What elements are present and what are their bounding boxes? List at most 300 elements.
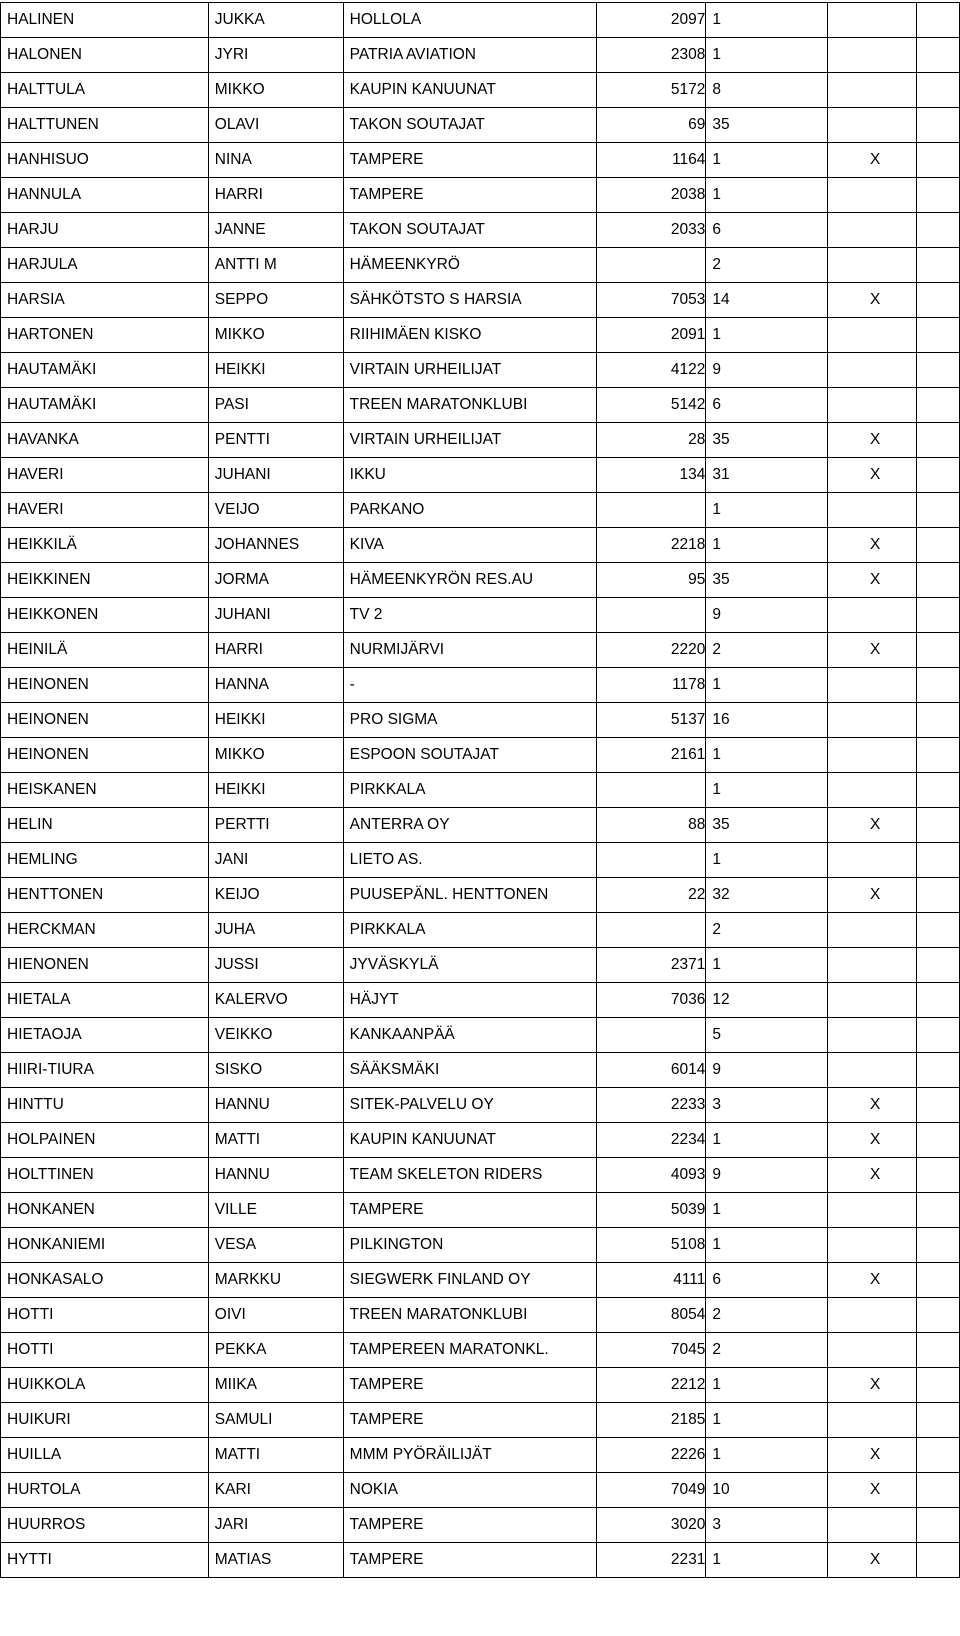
club-cell: PUUSEPÄNL. HENTTONEN bbox=[343, 878, 596, 913]
table-row bbox=[1, 318, 960, 353]
count-cell: 9 bbox=[706, 1158, 828, 1193]
mark-cell bbox=[828, 1228, 917, 1263]
mark-cell bbox=[828, 703, 917, 738]
last-name-cell: HANHISUO bbox=[1, 143, 209, 178]
club-cell: HÄMEENKYRÖN RES.AU bbox=[343, 563, 596, 598]
first-name-cell: HANNU bbox=[208, 1158, 343, 1193]
empty-cell bbox=[917, 1018, 960, 1053]
table-row bbox=[1, 213, 960, 248]
first-name-cell: JARI bbox=[208, 1508, 343, 1543]
club-cell: TAMPERE bbox=[343, 1193, 596, 1228]
empty-cell bbox=[917, 248, 960, 283]
first-name-cell: VEIKKO bbox=[208, 1018, 343, 1053]
table-row bbox=[1, 458, 960, 493]
first-name-cell: JUHANI bbox=[208, 458, 343, 493]
club-cell: NURMIJÄRVI bbox=[343, 633, 596, 668]
table-row bbox=[1, 1088, 960, 1123]
empty-cell bbox=[917, 38, 960, 73]
count-cell: 35 bbox=[706, 423, 828, 458]
empty-cell bbox=[917, 1543, 960, 1578]
table-row bbox=[1, 353, 960, 388]
last-name-cell: HEIKKINEN bbox=[1, 563, 209, 598]
last-name-cell: HEINONEN bbox=[1, 668, 209, 703]
first-name-cell: MARKKU bbox=[208, 1263, 343, 1298]
last-name-cell: HEINONEN bbox=[1, 703, 209, 738]
club-cell: TAMPERE bbox=[343, 1403, 596, 1438]
count-cell: 6 bbox=[706, 213, 828, 248]
number-cell: 8054 bbox=[596, 1298, 706, 1333]
last-name-cell: HUIKKOLA bbox=[1, 1368, 209, 1403]
club-cell: SIEGWERK FINLAND OY bbox=[343, 1263, 596, 1298]
last-name-cell: HALTTUNEN bbox=[1, 108, 209, 143]
mark-cell bbox=[828, 353, 917, 388]
table-row bbox=[1, 598, 960, 633]
number-cell: 4093 bbox=[596, 1158, 706, 1193]
number-cell: 95 bbox=[596, 563, 706, 598]
club-cell: ANTERRA OY bbox=[343, 808, 596, 843]
club-cell: TAMPERE bbox=[343, 143, 596, 178]
number-cell: 2185 bbox=[596, 1403, 706, 1438]
empty-cell bbox=[917, 773, 960, 808]
last-name-cell: HURTOLA bbox=[1, 1473, 209, 1508]
table-row bbox=[1, 843, 960, 878]
number-cell: 5039 bbox=[596, 1193, 706, 1228]
first-name-cell: PASI bbox=[208, 388, 343, 423]
number-cell: 4122 bbox=[596, 353, 706, 388]
empty-cell bbox=[917, 1333, 960, 1368]
table-row bbox=[1, 1333, 960, 1368]
empty-cell bbox=[917, 703, 960, 738]
empty-cell bbox=[917, 633, 960, 668]
last-name-cell: HEMLING bbox=[1, 843, 209, 878]
table-row bbox=[1, 1053, 960, 1088]
count-cell: 1 bbox=[706, 528, 828, 563]
club-cell: TAMPEREEN MARATONKL. bbox=[343, 1333, 596, 1368]
last-name-cell: HEINONEN bbox=[1, 738, 209, 773]
club-cell: LIETO AS. bbox=[343, 843, 596, 878]
count-cell: 12 bbox=[706, 983, 828, 1018]
number-cell: 4111 bbox=[596, 1263, 706, 1298]
club-cell: TAMPERE bbox=[343, 1368, 596, 1403]
count-cell: 6 bbox=[706, 1263, 828, 1298]
last-name-cell: HUURROS bbox=[1, 1508, 209, 1543]
mark-cell: X bbox=[828, 1088, 917, 1123]
empty-cell bbox=[917, 458, 960, 493]
mark-cell bbox=[828, 108, 917, 143]
number-cell: 69 bbox=[596, 108, 706, 143]
first-name-cell: VEIJO bbox=[208, 493, 343, 528]
count-cell: 3 bbox=[706, 1088, 828, 1123]
first-name-cell: VILLE bbox=[208, 1193, 343, 1228]
count-cell: 35 bbox=[706, 563, 828, 598]
count-cell: 9 bbox=[706, 1053, 828, 1088]
first-name-cell: PERTTI bbox=[208, 808, 343, 843]
mark-cell: X bbox=[828, 528, 917, 563]
table-row bbox=[1, 493, 960, 528]
mark-cell bbox=[828, 773, 917, 808]
empty-cell bbox=[917, 1403, 960, 1438]
club-cell: MMM PYÖRÄILIJÄT bbox=[343, 1438, 596, 1473]
empty-cell bbox=[917, 1263, 960, 1298]
mark-cell bbox=[828, 1053, 917, 1088]
mark-cell: X bbox=[828, 1158, 917, 1193]
count-cell: 1 bbox=[706, 143, 828, 178]
club-cell: KANKAANPÄÄ bbox=[343, 1018, 596, 1053]
first-name-cell: JORMA bbox=[208, 563, 343, 598]
last-name-cell: HENTTONEN bbox=[1, 878, 209, 913]
club-cell: KIVA bbox=[343, 528, 596, 563]
first-name-cell: MATTI bbox=[208, 1123, 343, 1158]
first-name-cell: OIVI bbox=[208, 1298, 343, 1333]
number-cell: 1164 bbox=[596, 143, 706, 178]
first-name-cell: JUSSI bbox=[208, 948, 343, 983]
number-cell: 1178 bbox=[596, 668, 706, 703]
empty-cell bbox=[917, 563, 960, 598]
first-name-cell: HARRI bbox=[208, 633, 343, 668]
count-cell: 3 bbox=[706, 1508, 828, 1543]
table-row bbox=[1, 738, 960, 773]
last-name-cell: HALINEN bbox=[1, 3, 209, 38]
club-cell: - bbox=[343, 668, 596, 703]
club-cell: IKKU bbox=[343, 458, 596, 493]
first-name-cell: SISKO bbox=[208, 1053, 343, 1088]
number-cell: 2233 bbox=[596, 1088, 706, 1123]
empty-cell bbox=[917, 353, 960, 388]
last-name-cell: HEISKANEN bbox=[1, 773, 209, 808]
number-cell: 2231 bbox=[596, 1543, 706, 1578]
last-name-cell: HOLTTINEN bbox=[1, 1158, 209, 1193]
mark-cell bbox=[828, 1333, 917, 1368]
number-cell bbox=[596, 1018, 706, 1053]
table-row bbox=[1, 178, 960, 213]
mark-cell bbox=[828, 73, 917, 108]
count-cell: 1 bbox=[706, 843, 828, 878]
table-row bbox=[1, 1228, 960, 1263]
empty-cell bbox=[917, 493, 960, 528]
number-cell: 88 bbox=[596, 808, 706, 843]
empty-cell bbox=[917, 1123, 960, 1158]
count-cell: 1 bbox=[706, 738, 828, 773]
table-row bbox=[1, 388, 960, 423]
last-name-cell: HONKANEN bbox=[1, 1193, 209, 1228]
first-name-cell: ANTTI M bbox=[208, 248, 343, 283]
table-row bbox=[1, 1298, 960, 1333]
table-row bbox=[1, 808, 960, 843]
count-cell: 1 bbox=[706, 1438, 828, 1473]
mark-cell: X bbox=[828, 563, 917, 598]
club-cell: SITEK-PALVELU OY bbox=[343, 1088, 596, 1123]
last-name-cell: HOTTI bbox=[1, 1333, 209, 1368]
table-row bbox=[1, 1403, 960, 1438]
first-name-cell: PENTTI bbox=[208, 423, 343, 458]
club-cell: PARKANO bbox=[343, 493, 596, 528]
first-name-cell: JOHANNES bbox=[208, 528, 343, 563]
empty-cell bbox=[917, 1298, 960, 1333]
number-cell: 28 bbox=[596, 423, 706, 458]
last-name-cell: HIIRI-TIURA bbox=[1, 1053, 209, 1088]
count-cell: 5 bbox=[706, 1018, 828, 1053]
number-cell: 2091 bbox=[596, 318, 706, 353]
last-name-cell: HINTTU bbox=[1, 1088, 209, 1123]
number-cell: 2033 bbox=[596, 213, 706, 248]
first-name-cell: JANI bbox=[208, 843, 343, 878]
empty-cell bbox=[917, 1438, 960, 1473]
last-name-cell: HIETALA bbox=[1, 983, 209, 1018]
empty-cell bbox=[917, 948, 960, 983]
mark-cell bbox=[828, 738, 917, 773]
table-row bbox=[1, 3, 960, 38]
number-cell bbox=[596, 843, 706, 878]
table-row bbox=[1, 423, 960, 458]
table-row bbox=[1, 1158, 960, 1193]
table-row bbox=[1, 668, 960, 703]
last-name-cell: HONKASALO bbox=[1, 1263, 209, 1298]
empty-cell bbox=[917, 1473, 960, 1508]
empty-cell bbox=[917, 843, 960, 878]
table-row bbox=[1, 633, 960, 668]
last-name-cell: HAUTAMÄKI bbox=[1, 353, 209, 388]
mark-cell: X bbox=[828, 808, 917, 843]
club-cell: SÄÄKSMÄKI bbox=[343, 1053, 596, 1088]
mark-cell bbox=[828, 668, 917, 703]
club-cell: TAMPERE bbox=[343, 1543, 596, 1578]
empty-cell bbox=[917, 1228, 960, 1263]
mark-cell bbox=[828, 213, 917, 248]
first-name-cell: JUHANI bbox=[208, 598, 343, 633]
number-cell: 5172 bbox=[596, 73, 706, 108]
number-cell: 7036 bbox=[596, 983, 706, 1018]
number-cell: 2038 bbox=[596, 178, 706, 213]
first-name-cell: PEKKA bbox=[208, 1333, 343, 1368]
count-cell: 35 bbox=[706, 808, 828, 843]
number-cell: 2161 bbox=[596, 738, 706, 773]
count-cell: 9 bbox=[706, 598, 828, 633]
table-row bbox=[1, 1543, 960, 1578]
mark-cell bbox=[828, 1403, 917, 1438]
count-cell: 1 bbox=[706, 38, 828, 73]
empty-cell bbox=[917, 878, 960, 913]
empty-cell bbox=[917, 1158, 960, 1193]
mark-cell bbox=[828, 913, 917, 948]
club-cell: HÄMEENKYRÖ bbox=[343, 248, 596, 283]
mark-cell bbox=[828, 318, 917, 353]
last-name-cell: HUILLA bbox=[1, 1438, 209, 1473]
number-cell: 7045 bbox=[596, 1333, 706, 1368]
count-cell: 9 bbox=[706, 353, 828, 388]
first-name-cell: MIIKA bbox=[208, 1368, 343, 1403]
first-name-cell: NINA bbox=[208, 143, 343, 178]
mark-cell bbox=[828, 1018, 917, 1053]
count-cell: 2 bbox=[706, 913, 828, 948]
mark-cell: X bbox=[828, 1438, 917, 1473]
count-cell: 1 bbox=[706, 318, 828, 353]
empty-cell bbox=[917, 3, 960, 38]
table-row bbox=[1, 703, 960, 738]
first-name-cell: HEIKKI bbox=[208, 703, 343, 738]
table-row bbox=[1, 878, 960, 913]
first-name-cell: SEPPO bbox=[208, 283, 343, 318]
table-row bbox=[1, 1508, 960, 1543]
table-row bbox=[1, 913, 960, 948]
mark-cell: X bbox=[828, 878, 917, 913]
mark-cell bbox=[828, 38, 917, 73]
first-name-cell: MIKKO bbox=[208, 73, 343, 108]
mark-cell bbox=[828, 388, 917, 423]
mark-cell bbox=[828, 248, 917, 283]
number-cell bbox=[596, 493, 706, 528]
table-row bbox=[1, 773, 960, 808]
count-cell: 1 bbox=[706, 1228, 828, 1263]
number-cell bbox=[596, 248, 706, 283]
last-name-cell: HARJU bbox=[1, 213, 209, 248]
table-row bbox=[1, 528, 960, 563]
empty-cell bbox=[917, 983, 960, 1018]
mark-cell: X bbox=[828, 1473, 917, 1508]
count-cell: 2 bbox=[706, 1333, 828, 1368]
mark-cell: X bbox=[828, 143, 917, 178]
count-cell: 8 bbox=[706, 73, 828, 108]
number-cell: 2234 bbox=[596, 1123, 706, 1158]
first-name-cell: SAMULI bbox=[208, 1403, 343, 1438]
number-cell: 5137 bbox=[596, 703, 706, 738]
table-row bbox=[1, 1018, 960, 1053]
last-name-cell: HYTTI bbox=[1, 1543, 209, 1578]
last-name-cell: HAVERI bbox=[1, 493, 209, 528]
table-row bbox=[1, 1193, 960, 1228]
empty-cell bbox=[917, 318, 960, 353]
count-cell: 1 bbox=[706, 178, 828, 213]
club-cell: TAMPERE bbox=[343, 1508, 596, 1543]
count-cell: 2 bbox=[706, 633, 828, 668]
number-cell: 2371 bbox=[596, 948, 706, 983]
club-cell: TAMPERE bbox=[343, 178, 596, 213]
last-name-cell: HERCKMAN bbox=[1, 913, 209, 948]
last-name-cell: HEIKKILÄ bbox=[1, 528, 209, 563]
number-cell: 7049 bbox=[596, 1473, 706, 1508]
count-cell: 32 bbox=[706, 878, 828, 913]
table-row bbox=[1, 1473, 960, 1508]
last-name-cell: HEINILÄ bbox=[1, 633, 209, 668]
empty-cell bbox=[917, 808, 960, 843]
last-name-cell: HARTONEN bbox=[1, 318, 209, 353]
count-cell: 2 bbox=[706, 248, 828, 283]
mark-cell bbox=[828, 178, 917, 213]
last-name-cell: HAVANKA bbox=[1, 423, 209, 458]
table-row bbox=[1, 248, 960, 283]
count-cell: 1 bbox=[706, 1543, 828, 1578]
last-name-cell: HEIKKONEN bbox=[1, 598, 209, 633]
last-name-cell: HONKANIEMI bbox=[1, 1228, 209, 1263]
club-cell: PATRIA AVIATION bbox=[343, 38, 596, 73]
empty-cell bbox=[917, 108, 960, 143]
mark-cell: X bbox=[828, 1263, 917, 1298]
first-name-cell: KALERVO bbox=[208, 983, 343, 1018]
mark-cell: X bbox=[828, 633, 917, 668]
count-cell: 16 bbox=[706, 703, 828, 738]
number-cell: 2220 bbox=[596, 633, 706, 668]
empty-cell bbox=[917, 213, 960, 248]
first-name-cell: HANNA bbox=[208, 668, 343, 703]
club-cell: NOKIA bbox=[343, 1473, 596, 1508]
count-cell: 6 bbox=[706, 388, 828, 423]
mark-cell bbox=[828, 843, 917, 878]
mark-cell bbox=[828, 1298, 917, 1333]
mark-cell: X bbox=[828, 283, 917, 318]
table-row bbox=[1, 1123, 960, 1158]
empty-cell bbox=[917, 1193, 960, 1228]
count-cell: 1 bbox=[706, 1193, 828, 1228]
empty-cell bbox=[917, 388, 960, 423]
first-name-cell: MIKKO bbox=[208, 318, 343, 353]
count-cell: 1 bbox=[706, 1403, 828, 1438]
empty-cell bbox=[917, 283, 960, 318]
last-name-cell: HALONEN bbox=[1, 38, 209, 73]
mark-cell: X bbox=[828, 1368, 917, 1403]
last-name-cell: HANNULA bbox=[1, 178, 209, 213]
table-row bbox=[1, 38, 960, 73]
table-row bbox=[1, 1438, 960, 1473]
table-row bbox=[1, 283, 960, 318]
number-cell: 2226 bbox=[596, 1438, 706, 1473]
first-name-cell: JUHA bbox=[208, 913, 343, 948]
mark-cell bbox=[828, 3, 917, 38]
club-cell: PIRKKALA bbox=[343, 913, 596, 948]
last-name-cell: HIENONEN bbox=[1, 948, 209, 983]
last-name-cell: HARJULA bbox=[1, 248, 209, 283]
first-name-cell: KARI bbox=[208, 1473, 343, 1508]
count-cell: 1 bbox=[706, 3, 828, 38]
club-cell: TEAM SKELETON RIDERS bbox=[343, 1158, 596, 1193]
number-cell: 3020 bbox=[596, 1508, 706, 1543]
empty-cell bbox=[917, 1053, 960, 1088]
count-cell: 1 bbox=[706, 493, 828, 528]
first-name-cell: JUKKA bbox=[208, 3, 343, 38]
last-name-cell: HAVERI bbox=[1, 458, 209, 493]
last-name-cell: HOLPAINEN bbox=[1, 1123, 209, 1158]
club-cell: TAKON SOUTAJAT bbox=[343, 108, 596, 143]
empty-cell bbox=[917, 1508, 960, 1543]
mark-cell bbox=[828, 983, 917, 1018]
number-cell: 5142 bbox=[596, 388, 706, 423]
last-name-cell: HARSIA bbox=[1, 283, 209, 318]
number-cell: 22 bbox=[596, 878, 706, 913]
table-row bbox=[1, 108, 960, 143]
count-cell: 1 bbox=[706, 668, 828, 703]
club-cell: HÄJYT bbox=[343, 983, 596, 1018]
first-name-cell: HEIKKI bbox=[208, 353, 343, 388]
club-cell: PRO SIGMA bbox=[343, 703, 596, 738]
table-body bbox=[1, 3, 960, 1578]
number-cell: 5108 bbox=[596, 1228, 706, 1263]
number-cell: 7053 bbox=[596, 283, 706, 318]
mark-cell: X bbox=[828, 1543, 917, 1578]
count-cell: 14 bbox=[706, 283, 828, 318]
number-cell: 2212 bbox=[596, 1368, 706, 1403]
empty-cell bbox=[917, 738, 960, 773]
empty-cell bbox=[917, 598, 960, 633]
club-cell: KAUPIN KANUUNAT bbox=[343, 1123, 596, 1158]
last-name-cell: HALTTULA bbox=[1, 73, 209, 108]
last-name-cell: HELIN bbox=[1, 808, 209, 843]
number-cell: 2218 bbox=[596, 528, 706, 563]
club-cell: PILKINGTON bbox=[343, 1228, 596, 1263]
club-cell: SÄHKÖTSTO S HARSIA bbox=[343, 283, 596, 318]
number-cell: 2308 bbox=[596, 38, 706, 73]
last-name-cell: HIETAOJA bbox=[1, 1018, 209, 1053]
first-name-cell: VESA bbox=[208, 1228, 343, 1263]
count-cell: 31 bbox=[706, 458, 828, 493]
number-cell: 6014 bbox=[596, 1053, 706, 1088]
